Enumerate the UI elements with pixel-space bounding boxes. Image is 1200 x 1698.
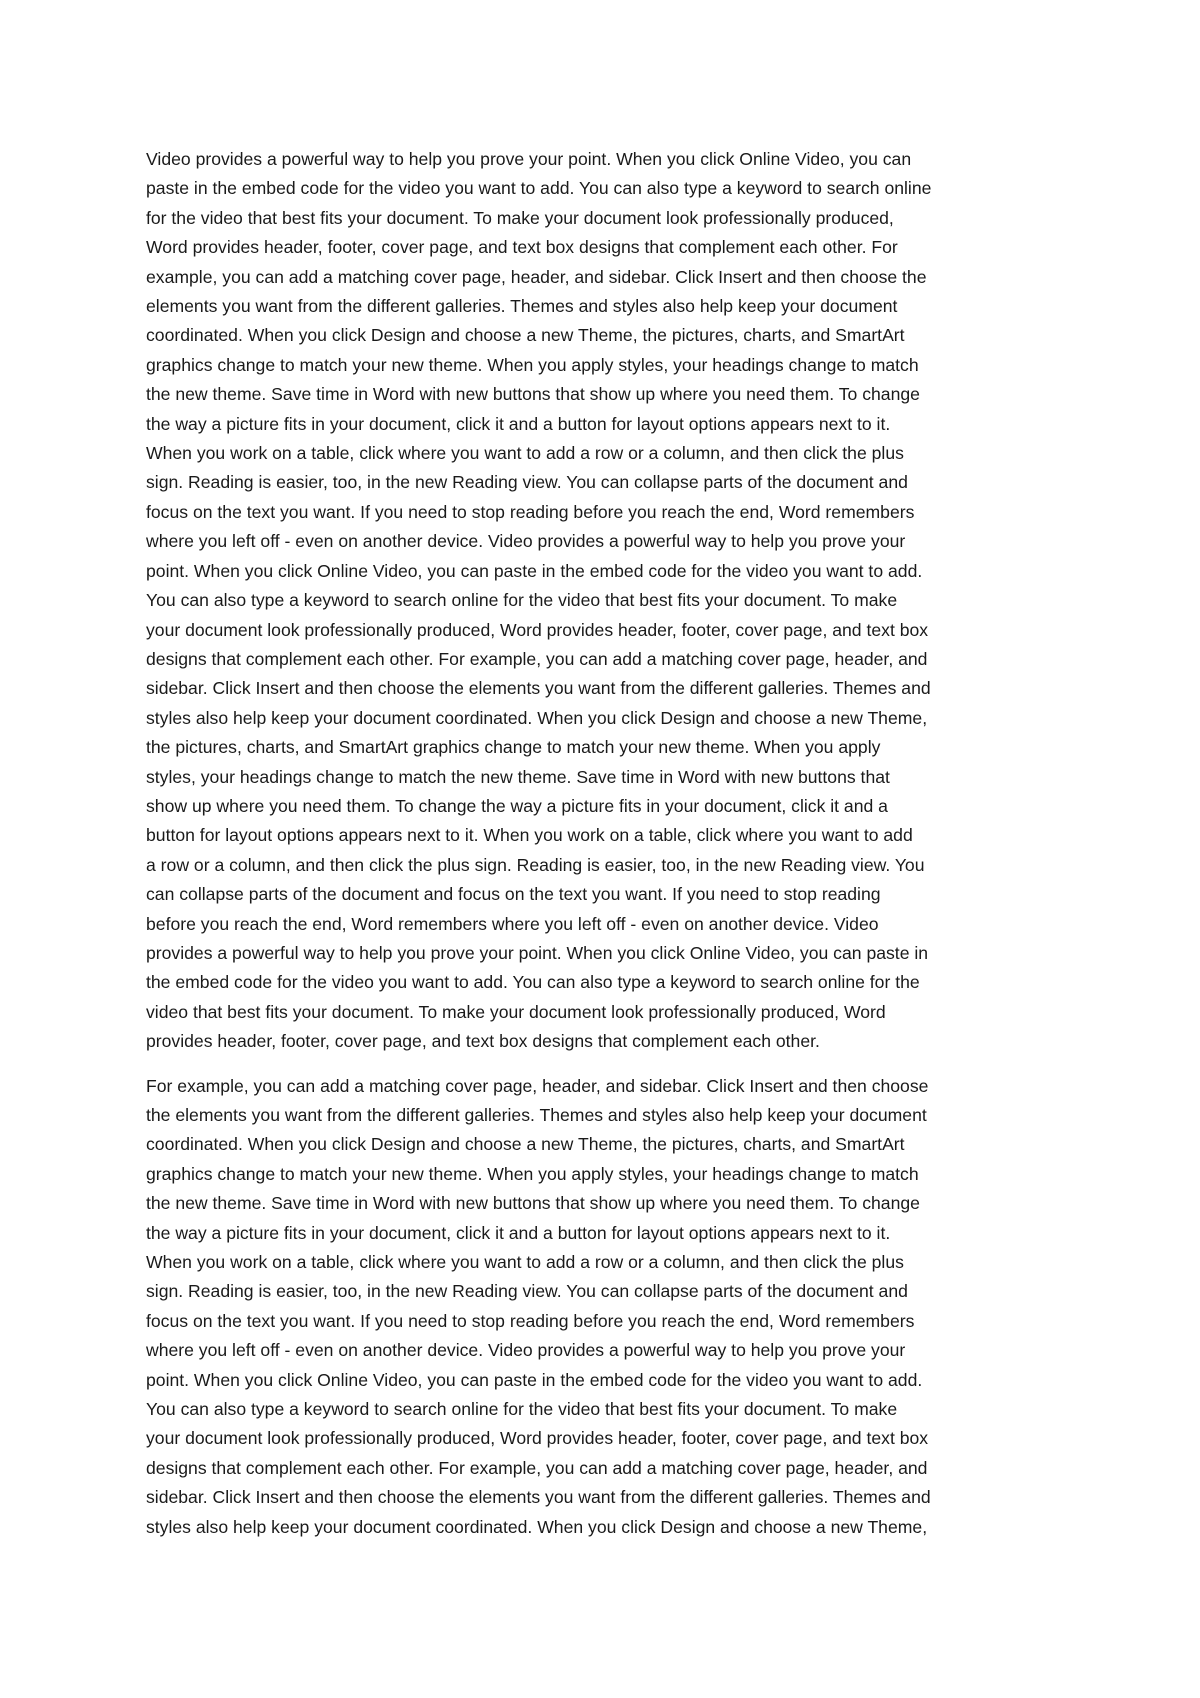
- text-line: You can also type a keyword to search online for the video that best fits your document. To make: [146, 1399, 898, 1420]
- text-line: designs that complement each other. For example, you can add a matching cover page, header, and: [146, 648, 928, 669]
- text-line: a row or a column, and then click the plus sign. Reading is easier, too, in the new Reading view. You: [146, 854, 925, 875]
- text-line: the way a picture fits in your document, click it and a button for layout options appears next to it.: [146, 1222, 891, 1243]
- text-line: the way a picture fits in your document, click it and a button for layout options appears next to it.: [146, 413, 891, 434]
- text-line: sidebar. Click Insert and then choose the elements you want from the different galleries. Themes and: [146, 1487, 931, 1508]
- paragraph-spacing: [146, 1057, 1066, 1072]
- text-line: sign. Reading is easier, too, in the new Reading view. You can collapse parts of the document and: [146, 1281, 908, 1302]
- text-line: your document look professionally produced, Word provides header, footer, cover page, and text box: [146, 619, 929, 640]
- paragraph: [146, 145, 1066, 1057]
- text-line: styles also help keep your document coordinated. When you click Design and choose a new Theme,: [146, 707, 928, 728]
- text-line: example, you can add a matching cover page, header, and sidebar. Click Insert and then choose the: [146, 266, 927, 287]
- text-line: sign. Reading is easier, too, in the new Reading view. You can collapse parts of the document and: [146, 472, 908, 493]
- text-line: the elements you want from the different galleries. Themes and styles also help keep your document: [146, 1105, 927, 1125]
- text-line: where you left off - even on another device. Video provides a powerful way to help you prove your: [146, 531, 906, 552]
- text-line: designs that complement each other. For example, you can add a matching cover page, header, and: [146, 1457, 928, 1478]
- text-line: focus on the text you want. If you need to stop reading before you reach the end, Word remembers: [146, 1310, 915, 1331]
- text-line: styles, your headings change to match the new theme. Save time in Word with new buttons that: [146, 766, 890, 787]
- text-line: For example, you can add a matching cover page, header, and sidebar. Click Insert and then choose: [146, 1075, 929, 1096]
- text-line: styles also help keep your document coordinated. When you click Design and choose a new Theme,: [146, 1516, 928, 1537]
- text-line: point. When you click Online Video, you can paste in the embed code for the video you want to add.: [146, 1369, 923, 1390]
- text-line: You can also type a keyword to search online for the video that best fits your document. To make: [146, 590, 898, 611]
- text-line: focus on the text you want. If you need to stop reading before you reach the end, Word remembers: [146, 501, 915, 522]
- text-line: for the video that best fits your document. To make your document look professionally produced,: [146, 207, 894, 228]
- text-line: coordinated. When you click Design and choose a new Theme, the pictures, charts, and SmartArt: [146, 325, 905, 346]
- text-line: where you left off - even on another device. Video provides a powerful way to help you prove your: [146, 1340, 906, 1361]
- text-line: graphics change to match your new theme. When you apply styles, your headings change to match: [146, 1163, 919, 1184]
- document-body: [146, 145, 1066, 1542]
- paragraph: [146, 1072, 1066, 1543]
- text-line: video that best fits your document. To make your document look professionally produced, Word: [146, 1001, 886, 1022]
- text-line: Video provides a powerful way to help you prove your point. When you click Online Video, you can: [146, 149, 912, 169]
- text-line: graphics change to match your new theme. When you apply styles, your headings change to match: [146, 354, 919, 375]
- text-line: coordinated. When you click Design and choose a new Theme, the pictures, charts, and SmartArt: [146, 1134, 905, 1155]
- text-line: the pictures, charts, and SmartArt graphics change to match your new theme. When you apply: [146, 737, 881, 758]
- text-line: paste in the embed code for the video you want to add. You can also type a keyword to search online: [146, 178, 932, 199]
- text-line: elements you want from the different galleries. Themes and styles also help keep your document: [146, 296, 898, 317]
- text-line: When you work on a table, click where you want to add a row or a column, and then click the plus: [146, 1252, 904, 1273]
- text-line: the new theme. Save time in Word with new buttons that show up where you need them. To change: [146, 384, 920, 405]
- text-line: When you work on a table, click where you want to add a row or a column, and then click the plus: [146, 443, 904, 464]
- text-line: sidebar. Click Insert and then choose the elements you want from the different galleries. Themes and: [146, 678, 931, 699]
- text-line: provides header, footer, cover page, and text box designs that complement each other.: [146, 1031, 820, 1052]
- text-line: Word provides header, footer, cover page, and text box designs that complement each other. For: [146, 237, 898, 258]
- text-line: point. When you click Online Video, you can paste in the embed code for the video you want to add.: [146, 560, 923, 581]
- text-line: your document look professionally produced, Word provides header, footer, cover page, and text box: [146, 1428, 929, 1449]
- text-line: the embed code for the video you want to add. You can also type a keyword to search online for the: [146, 972, 920, 993]
- text-line: before you reach the end, Word remembers where you left off - even on another device. Video: [146, 913, 879, 934]
- text-line: button for layout options appears next to it. When you work on a table, click where you want to add: [146, 825, 913, 846]
- text-line: provides a powerful way to help you prove your point. When you click Online Video, you can paste in: [146, 942, 929, 963]
- text-line: show up where you need them. To change the way a picture fits in your document, click it and a: [146, 795, 888, 816]
- text-line: the new theme. Save time in Word with new buttons that show up where you need them. To change: [146, 1193, 920, 1214]
- text-line: can collapse parts of the document and focus on the text you want. If you need to stop reading: [146, 884, 881, 905]
